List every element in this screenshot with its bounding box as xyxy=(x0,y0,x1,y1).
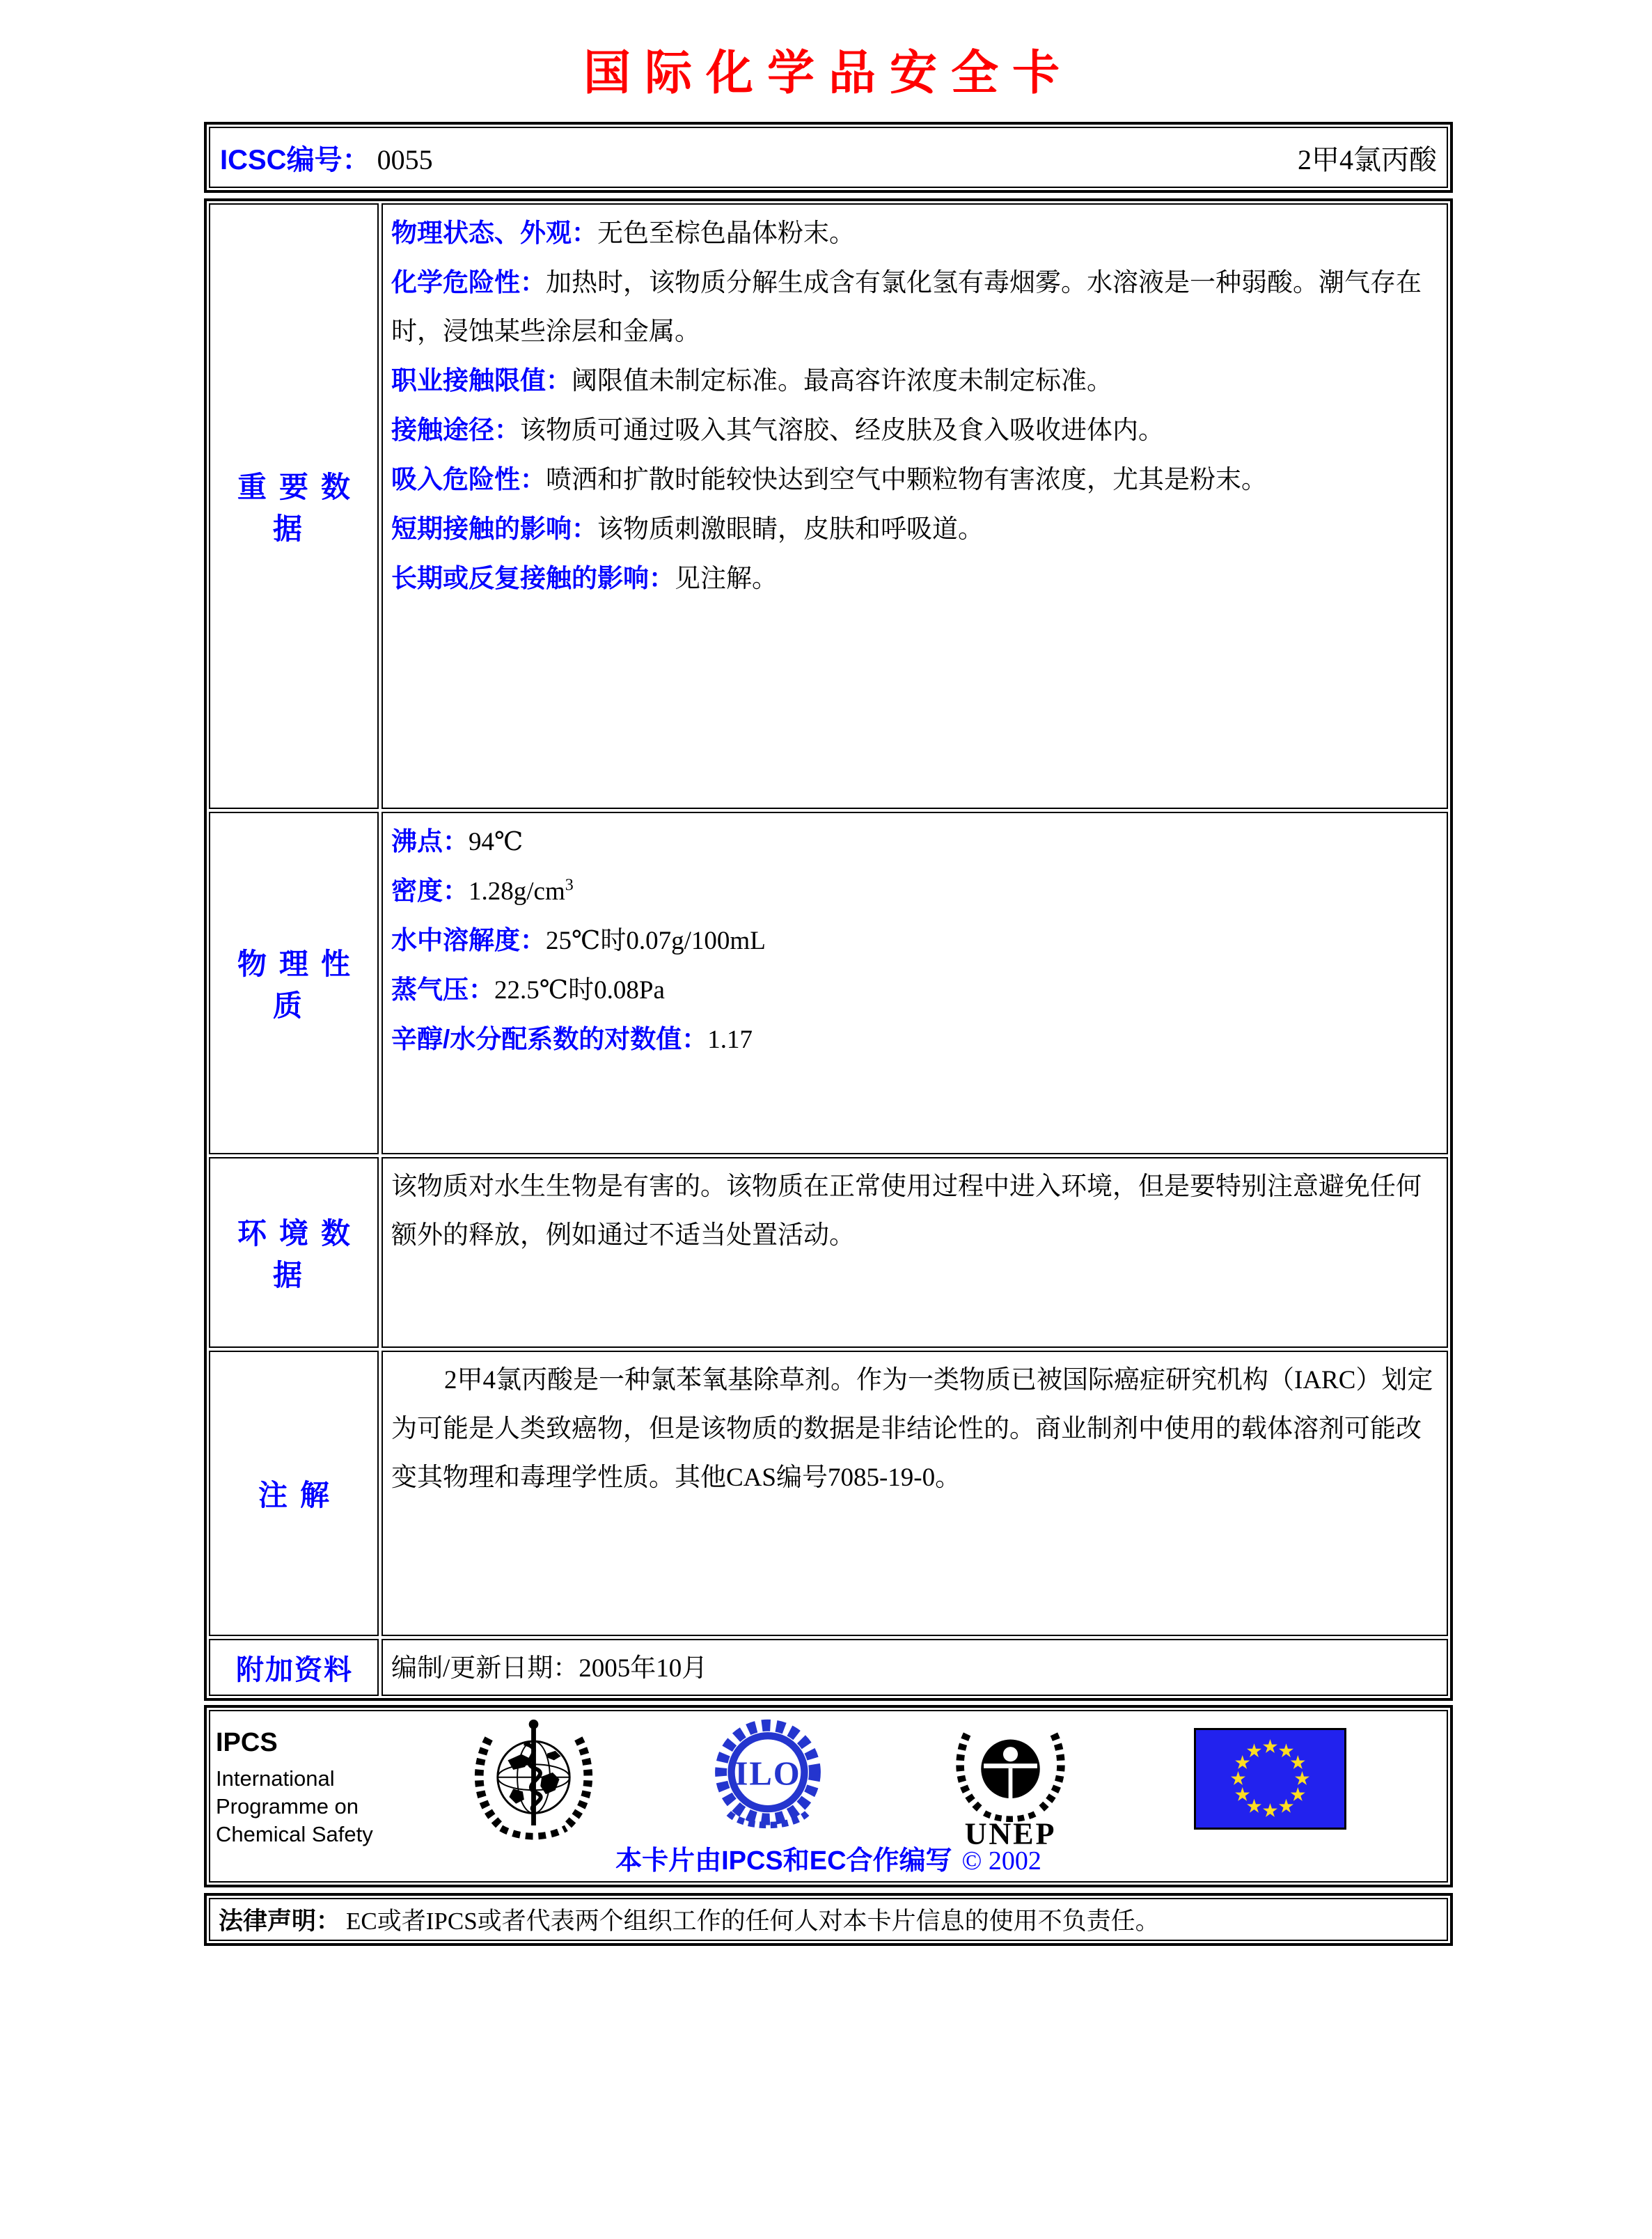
field-label: 化学危险性： xyxy=(391,268,546,297)
important-data-item xyxy=(391,554,1438,604)
header-strip xyxy=(204,122,1453,193)
physical-property-item xyxy=(391,916,1438,966)
notes-text: 2甲4氯丙酸是一种氯苯氧基除草剂。作为一类物质已被国际癌症研究机构（IARC）划定为可能是人类致癌物，但是该物质的数据是非结论性的。商业制剂中使用的载体溶剂可能改变其物理和毒理学性质。其他CAS编号7085-19-0。 xyxy=(391,1366,1433,1492)
field-text: 加热时，该物质分解生成含有氯化氢有毒烟雾。水溶液是一种弱酸。潮气存在时，浸蚀某些涂层和金属。 xyxy=(391,269,1422,346)
caption-year: © 2002 xyxy=(961,1846,1041,1876)
field-text: 无色至棕色晶体粉末。 xyxy=(597,219,855,248)
legal-text: EC或者IPCS或者代表两个组织工作的任何人对本卡片信息的使用不负责任。 xyxy=(346,1908,1160,1935)
physical-property-item xyxy=(391,867,1438,916)
field-label: 水中溶解度： xyxy=(391,926,546,954)
additional-info-text: 编制/更新日期：2005年10月 xyxy=(391,1654,708,1683)
field-label: 短期接触的影响： xyxy=(391,514,597,543)
footer-caption xyxy=(210,1839,1447,1877)
environmental-data-content xyxy=(381,1157,1448,1348)
unep-label: UNEP xyxy=(964,1816,1057,1849)
important-data-item xyxy=(391,505,1438,554)
ipcs-line: Chemical Safety xyxy=(216,1822,373,1846)
field-superscript: 3 xyxy=(565,876,574,895)
icsc-number-label: ICSC编号： xyxy=(220,144,370,175)
important-data-item xyxy=(391,209,1438,258)
field-value: 22.5℃时0.08Pa xyxy=(494,976,665,1005)
important-data-item xyxy=(391,356,1438,406)
field-label: 密度： xyxy=(391,877,469,905)
page-title: 国际化学品安全卡 xyxy=(583,45,1073,101)
field-label: 蒸气压： xyxy=(391,975,494,1004)
main-table xyxy=(204,198,1453,1701)
unep-logo-icon xyxy=(946,1715,1075,1849)
field-label: 辛醇/水分配系数的对数值： xyxy=(391,1025,708,1053)
field-value: 94℃ xyxy=(469,828,524,856)
field-text: 该物质刺激眼睛，皮肤和呼吸道。 xyxy=(597,515,984,544)
legal-row xyxy=(209,1898,1448,1941)
icsc-number-value: 0055 xyxy=(377,143,433,175)
row-label-environmental-data: 环境数据 xyxy=(209,1157,379,1348)
legal-label: 法律声明： xyxy=(219,1908,341,1935)
row-label-notes: 注解 xyxy=(209,1351,379,1636)
row-label-important-data: 重要数据 xyxy=(209,203,379,809)
icsc-number-group xyxy=(220,138,433,178)
legal-strip xyxy=(204,1893,1453,1946)
icsc-card xyxy=(204,0,1453,1946)
field-text: 喷洒和扩散时能较快达到空气中颗粒物有害浓度，尤其是粉末。 xyxy=(546,466,1267,494)
environmental-data-text: 该物质对水生生物是有害的。该物质在正常使用过程中进入环境，但是要特别注意避免任何额外的释放，例如通过不适当处置活动。 xyxy=(391,1172,1422,1250)
ilo-logo-icon xyxy=(702,1717,834,1841)
row-label-physical-properties: 物理性质 xyxy=(209,812,379,1154)
notes-content xyxy=(381,1351,1448,1636)
ipcs-line: Programme on xyxy=(216,1794,359,1818)
ipcs-line: International xyxy=(216,1766,335,1791)
eu-flag-icon xyxy=(1194,1728,1346,1830)
chemical-name: 2甲4氯丙酸 xyxy=(1298,143,1437,175)
field-text: 该物质可通过吸入其气溶胶、经皮肤及食入吸收进体内。 xyxy=(520,416,1164,445)
ilo-label: ILO xyxy=(734,1754,801,1793)
ipcs-text-block xyxy=(216,1728,373,1848)
footer-row xyxy=(209,1710,1448,1883)
field-value: 1.17 xyxy=(707,1026,753,1054)
important-data-item xyxy=(391,406,1438,455)
physical-property-item xyxy=(391,1015,1438,1064)
field-text: 阈限值未制定标准。最高容许浓度未制定标准。 xyxy=(572,367,1112,395)
field-label: 吸入危险性： xyxy=(391,465,546,494)
header-row xyxy=(209,127,1448,188)
field-label: 接触途径： xyxy=(391,416,520,444)
field-value: 25℃时0.07g/100mL xyxy=(546,927,766,955)
field-text: 见注解。 xyxy=(675,565,778,593)
row-label-additional-info: 附加资料 xyxy=(209,1639,379,1696)
field-label: 长期或反复接触的影响： xyxy=(391,564,675,592)
physical-property-item xyxy=(391,817,1438,867)
footer-strip xyxy=(204,1705,1453,1887)
who-logo-icon xyxy=(466,1713,601,1855)
important-data-item xyxy=(391,258,1438,356)
ipcs-title: IPCS xyxy=(216,1728,278,1757)
field-value: 1.28g/cm xyxy=(469,877,565,906)
important-data-content xyxy=(381,203,1448,809)
caption-text: 本卡片由IPCS和EC合作编写 xyxy=(615,1846,952,1876)
important-data-item xyxy=(391,455,1438,505)
field-label: 物理状态、外观： xyxy=(391,219,597,247)
additional-info-content xyxy=(381,1639,1448,1696)
physical-property-item xyxy=(391,966,1438,1015)
field-label: 职业接触限值： xyxy=(391,366,572,395)
physical-properties-content xyxy=(381,812,1448,1154)
field-label: 沸点： xyxy=(391,827,469,856)
